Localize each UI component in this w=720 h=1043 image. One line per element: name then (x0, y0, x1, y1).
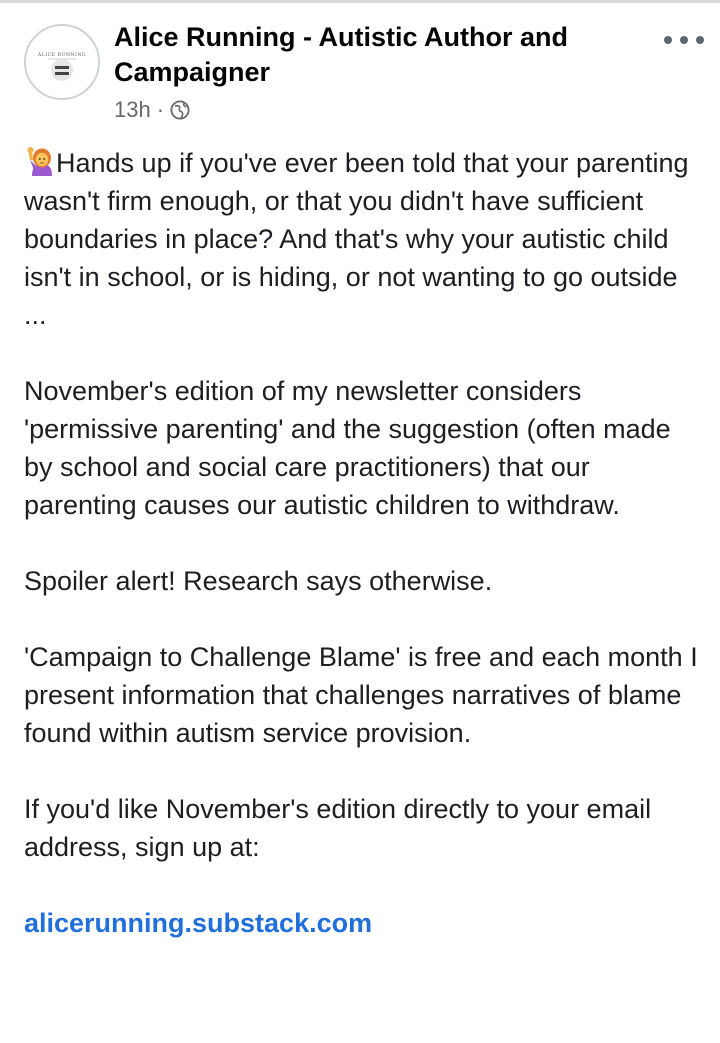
more-horizontal-icon (664, 36, 672, 44)
post-paragraph-text: Hands up if you've ever been told that your parenting wasn't firm enough, or that you didn't have sufficient boundaries in place? And that's why your autistic child isn't in school, or is hiding, or not wanting to go outside ... (24, 148, 689, 330)
more-options-button[interactable] (664, 30, 704, 50)
post-body (24, 144, 704, 942)
person-raising-hand-icon (24, 146, 56, 178)
post-paragraph: If you'd like November's edition directly to your email address, sign up at: (24, 794, 652, 862)
post-meta (114, 96, 190, 124)
meta-separator: · (156, 97, 165, 122)
avatar-logo (26, 26, 98, 98)
post-paragraph: 'Campaign to Challenge Blame' is free and each month I present information that challenges narratives of blame found within autism service provision. (24, 642, 698, 748)
post-paragraph: November's edition of my newsletter considers 'permissive parenting' and the suggestion (often made by school and social care practitioners) that our parenting causes our autistic children to withdraw. (24, 376, 671, 520)
avatar-text: ALICE RUNNING (37, 53, 87, 58)
post-timestamp[interactable]: 13h (114, 97, 151, 122)
post-author-name[interactable]: Alice Running - Autistic Author and Campaigner (114, 22, 568, 87)
post-paragraph: Spoiler alert! Research says otherwise. (24, 566, 493, 596)
avatar[interactable] (24, 24, 100, 100)
post-paragraph (24, 144, 704, 334)
substack-link[interactable]: alicerunning.substack.com (24, 908, 373, 938)
globe-icon[interactable] (170, 100, 190, 120)
post-header (0, 0, 720, 140)
